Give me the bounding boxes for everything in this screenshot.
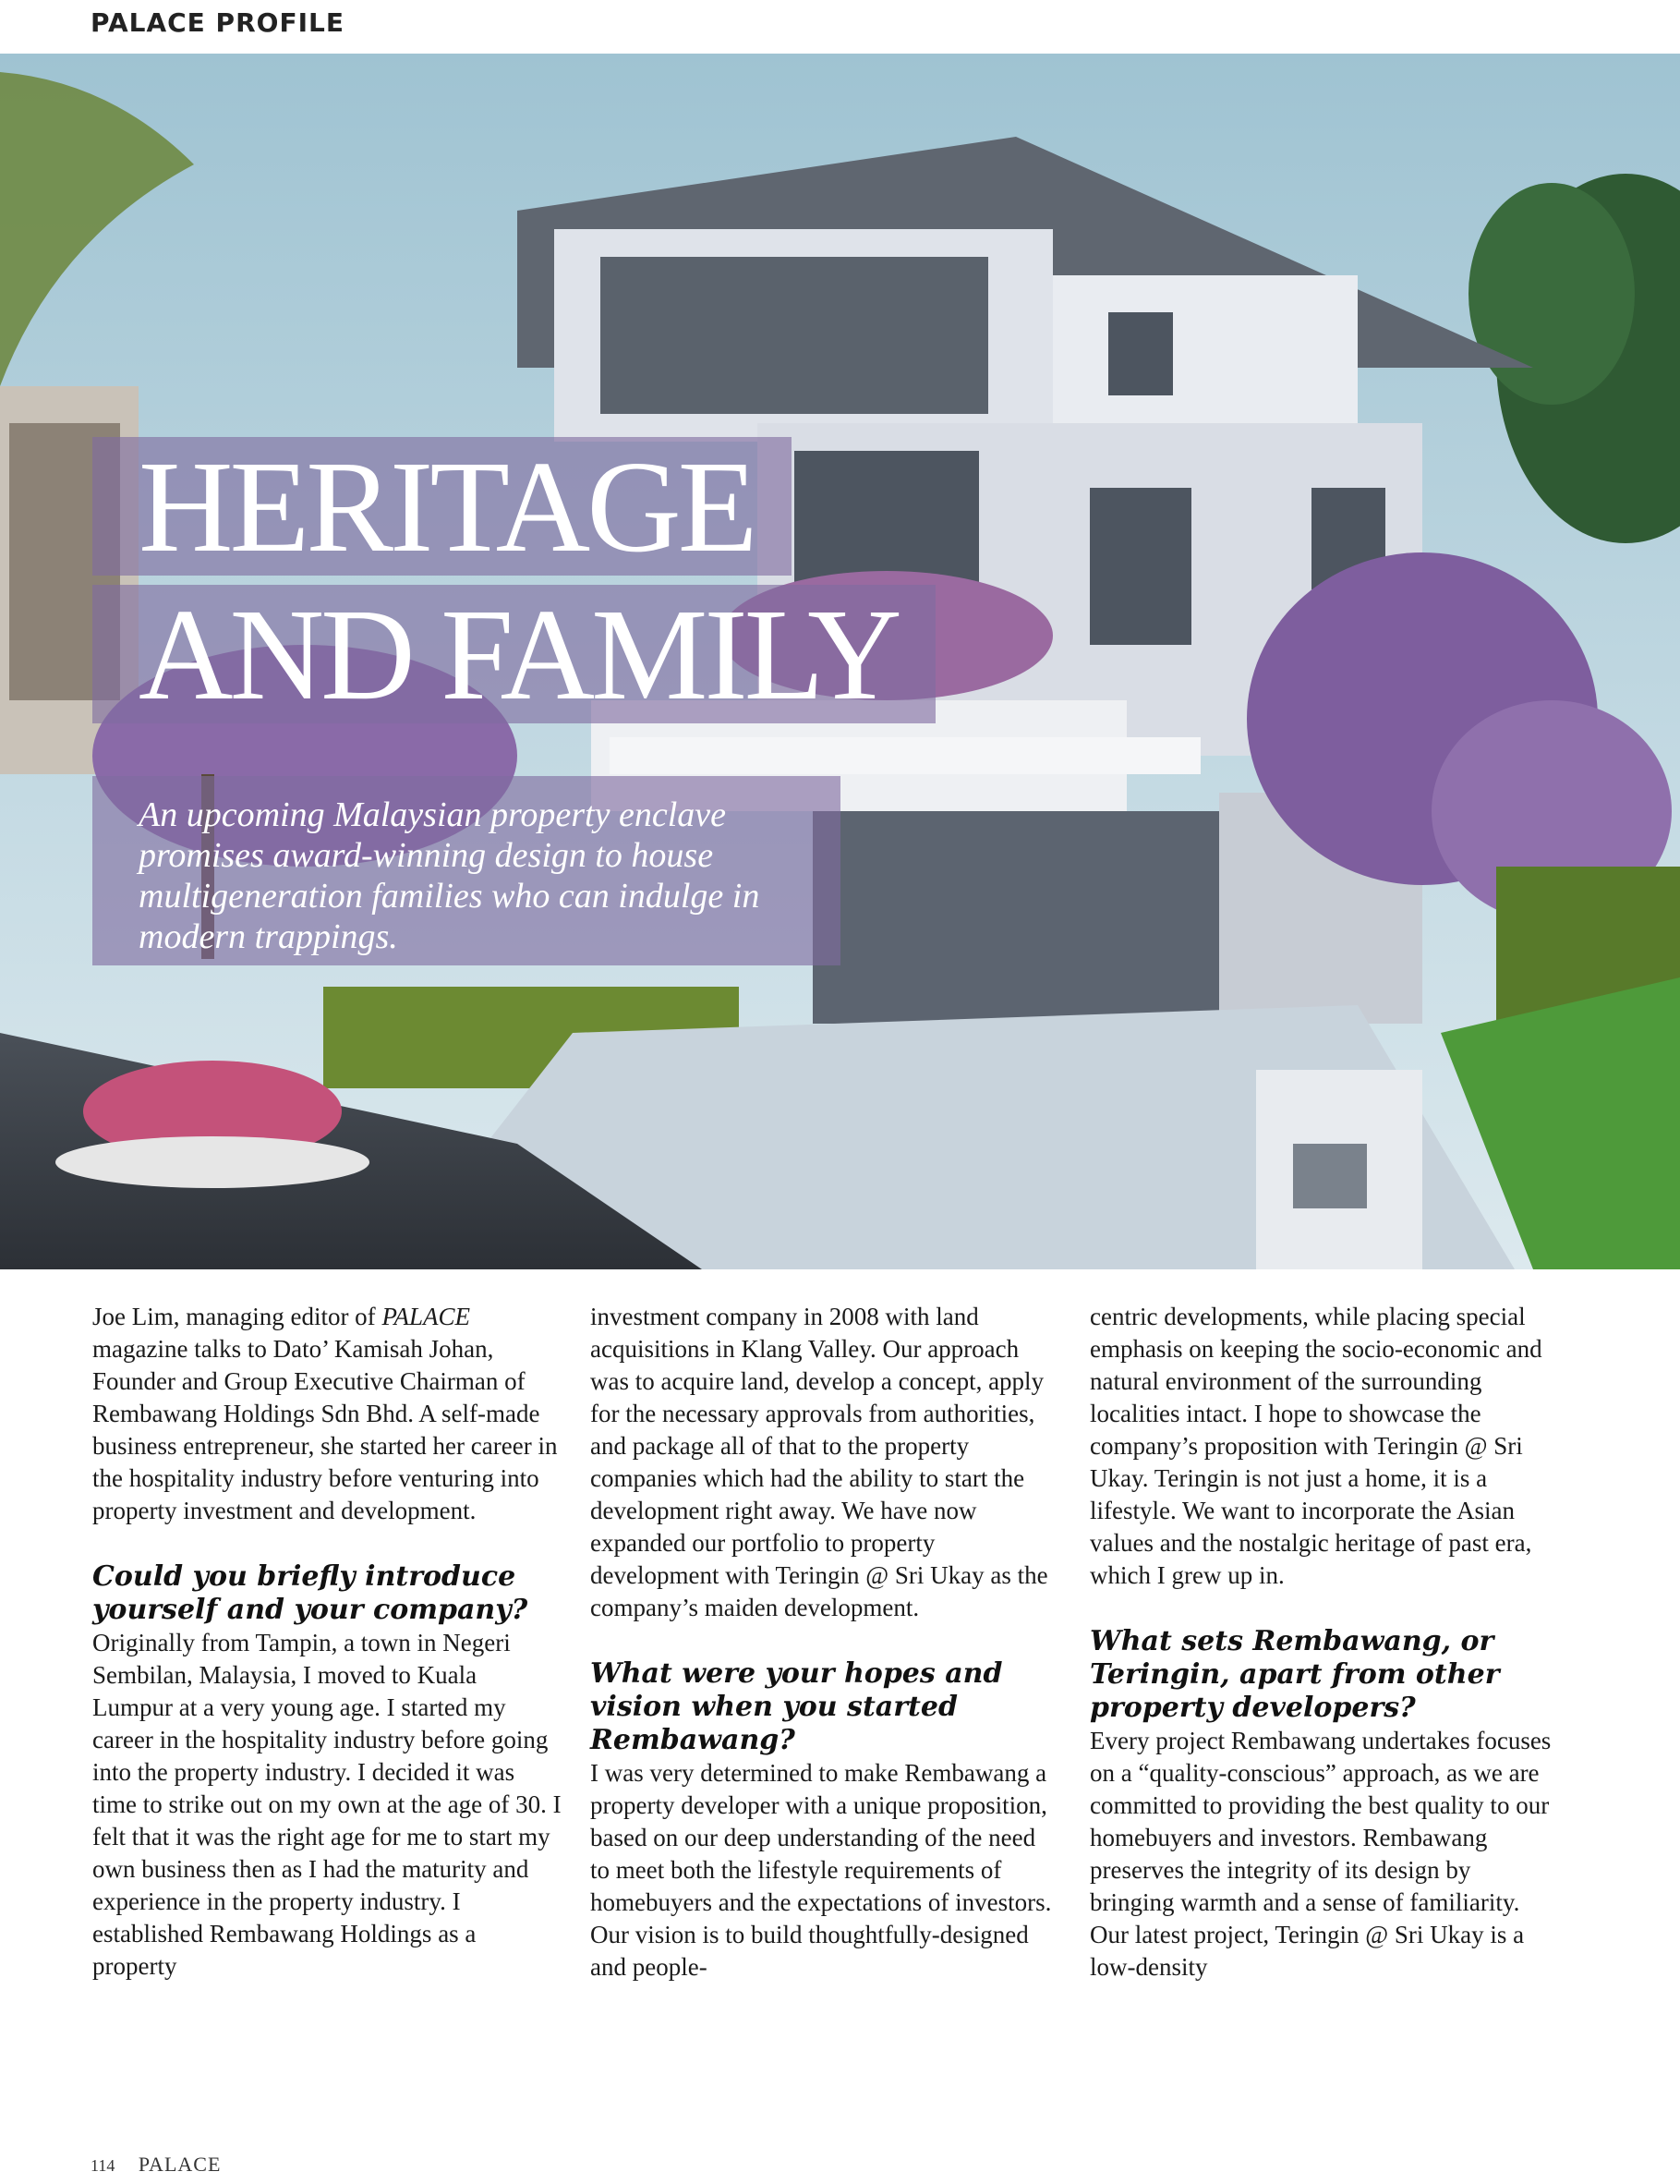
headline-line-1: HERITAGE: [92, 437, 792, 576]
article-column-1: [92, 1301, 562, 1983]
page-footer: [91, 2153, 221, 2177]
dek-overlay: [92, 776, 840, 965]
question-1: Could you briefly introduce yourself and your company?: [92, 1560, 528, 1626]
answer-1-continued: investment company in 2008 with land acquisitions in Klang Valley. Our approach was to acquire land, develop a concept, apply for the necessary approvals from authorities, and package all of that to the property companies which had the ability to start the development right away. We have now expanded our portfolio to property development with Teringin @ Sri Ukay as the company’s maiden development.: [590, 1303, 1048, 1621]
answer-2-continued: centric developments, while placing special emphasis on keeping the socio-economic and natural environment of the surrounding localities intact. I hope to showcase the company’s proposition with Teringin @ Sri Ukay. Teringin is not just a home, it is a lifestyle. We want to incorporate the Asian values and the nostalgic heritage of past era, which I grew up in.: [1090, 1303, 1542, 1589]
page-number: 114: [91, 2156, 115, 2175]
article-column-3: [1090, 1301, 1559, 1984]
question-2: What were your hopes and vision when you started Rembawang?: [590, 1657, 1003, 1756]
article-column-2: [590, 1301, 1059, 1984]
answer-1: Originally from Tampin, a town in Negeri Sembilan, Malaysia, I moved to Kuala Lumpur at a very young age. I started my career in the hospitality industry before going into the property industry. I decided it was time to strike out on my own at the age of 30. I felt that it was the right age for me to start my own business then as I had the maturity and experience in the property industry. I established Rembawang Holdings as a property: [92, 1629, 562, 1980]
intro-prefix: Joe Lim, managing editor of: [92, 1303, 382, 1330]
headline-line-2: AND FAMILY: [92, 585, 936, 723]
footer-magazine-name: PALACE: [138, 2153, 222, 2176]
headline: [92, 433, 936, 727]
section-label: PALACE PROFILE: [91, 7, 344, 38]
intro-rest: magazine talks to Dato’ Kamisah Johan, Founder and Group Executive Chairman of Rembawang Holdings Sdn Bhd. A self-made business entrepreneur, she started her career in the hospitality industry before venturing into property investment and development.: [92, 1335, 558, 1524]
answer-2: I was very determined to make Rembawang a property developer with a unique proposition, based on our deep understanding of the need to meet both the lifestyle requirements of homebuyers and the expectations of investors. Our vision is to build thoughtfully-designed and people-: [590, 1759, 1052, 1981]
intro-magazine-name: PALACE: [381, 1303, 470, 1330]
intro-paragraph: [92, 1301, 562, 1527]
answer-3: Every project Rembawang undertakes focuses on a “quality-conscious” approach, as we are committed to providing the best quality to our homebuyers and investors. Rembawang preserves the integrity of its design by bringing warmth and a sense of familiarity. Our latest project, Teringin @ Sri Ukay is a low-density: [1090, 1727, 1552, 1981]
hero-image: [0, 54, 1680, 1269]
question-3: What sets Rembawang, or Teringin, apart from other property developers?: [1090, 1625, 1500, 1724]
dek-text: An upcoming Malaysian property enclave promises award-winning design to house multigeneration families who can indulge in modern trappings.: [139, 795, 760, 956]
